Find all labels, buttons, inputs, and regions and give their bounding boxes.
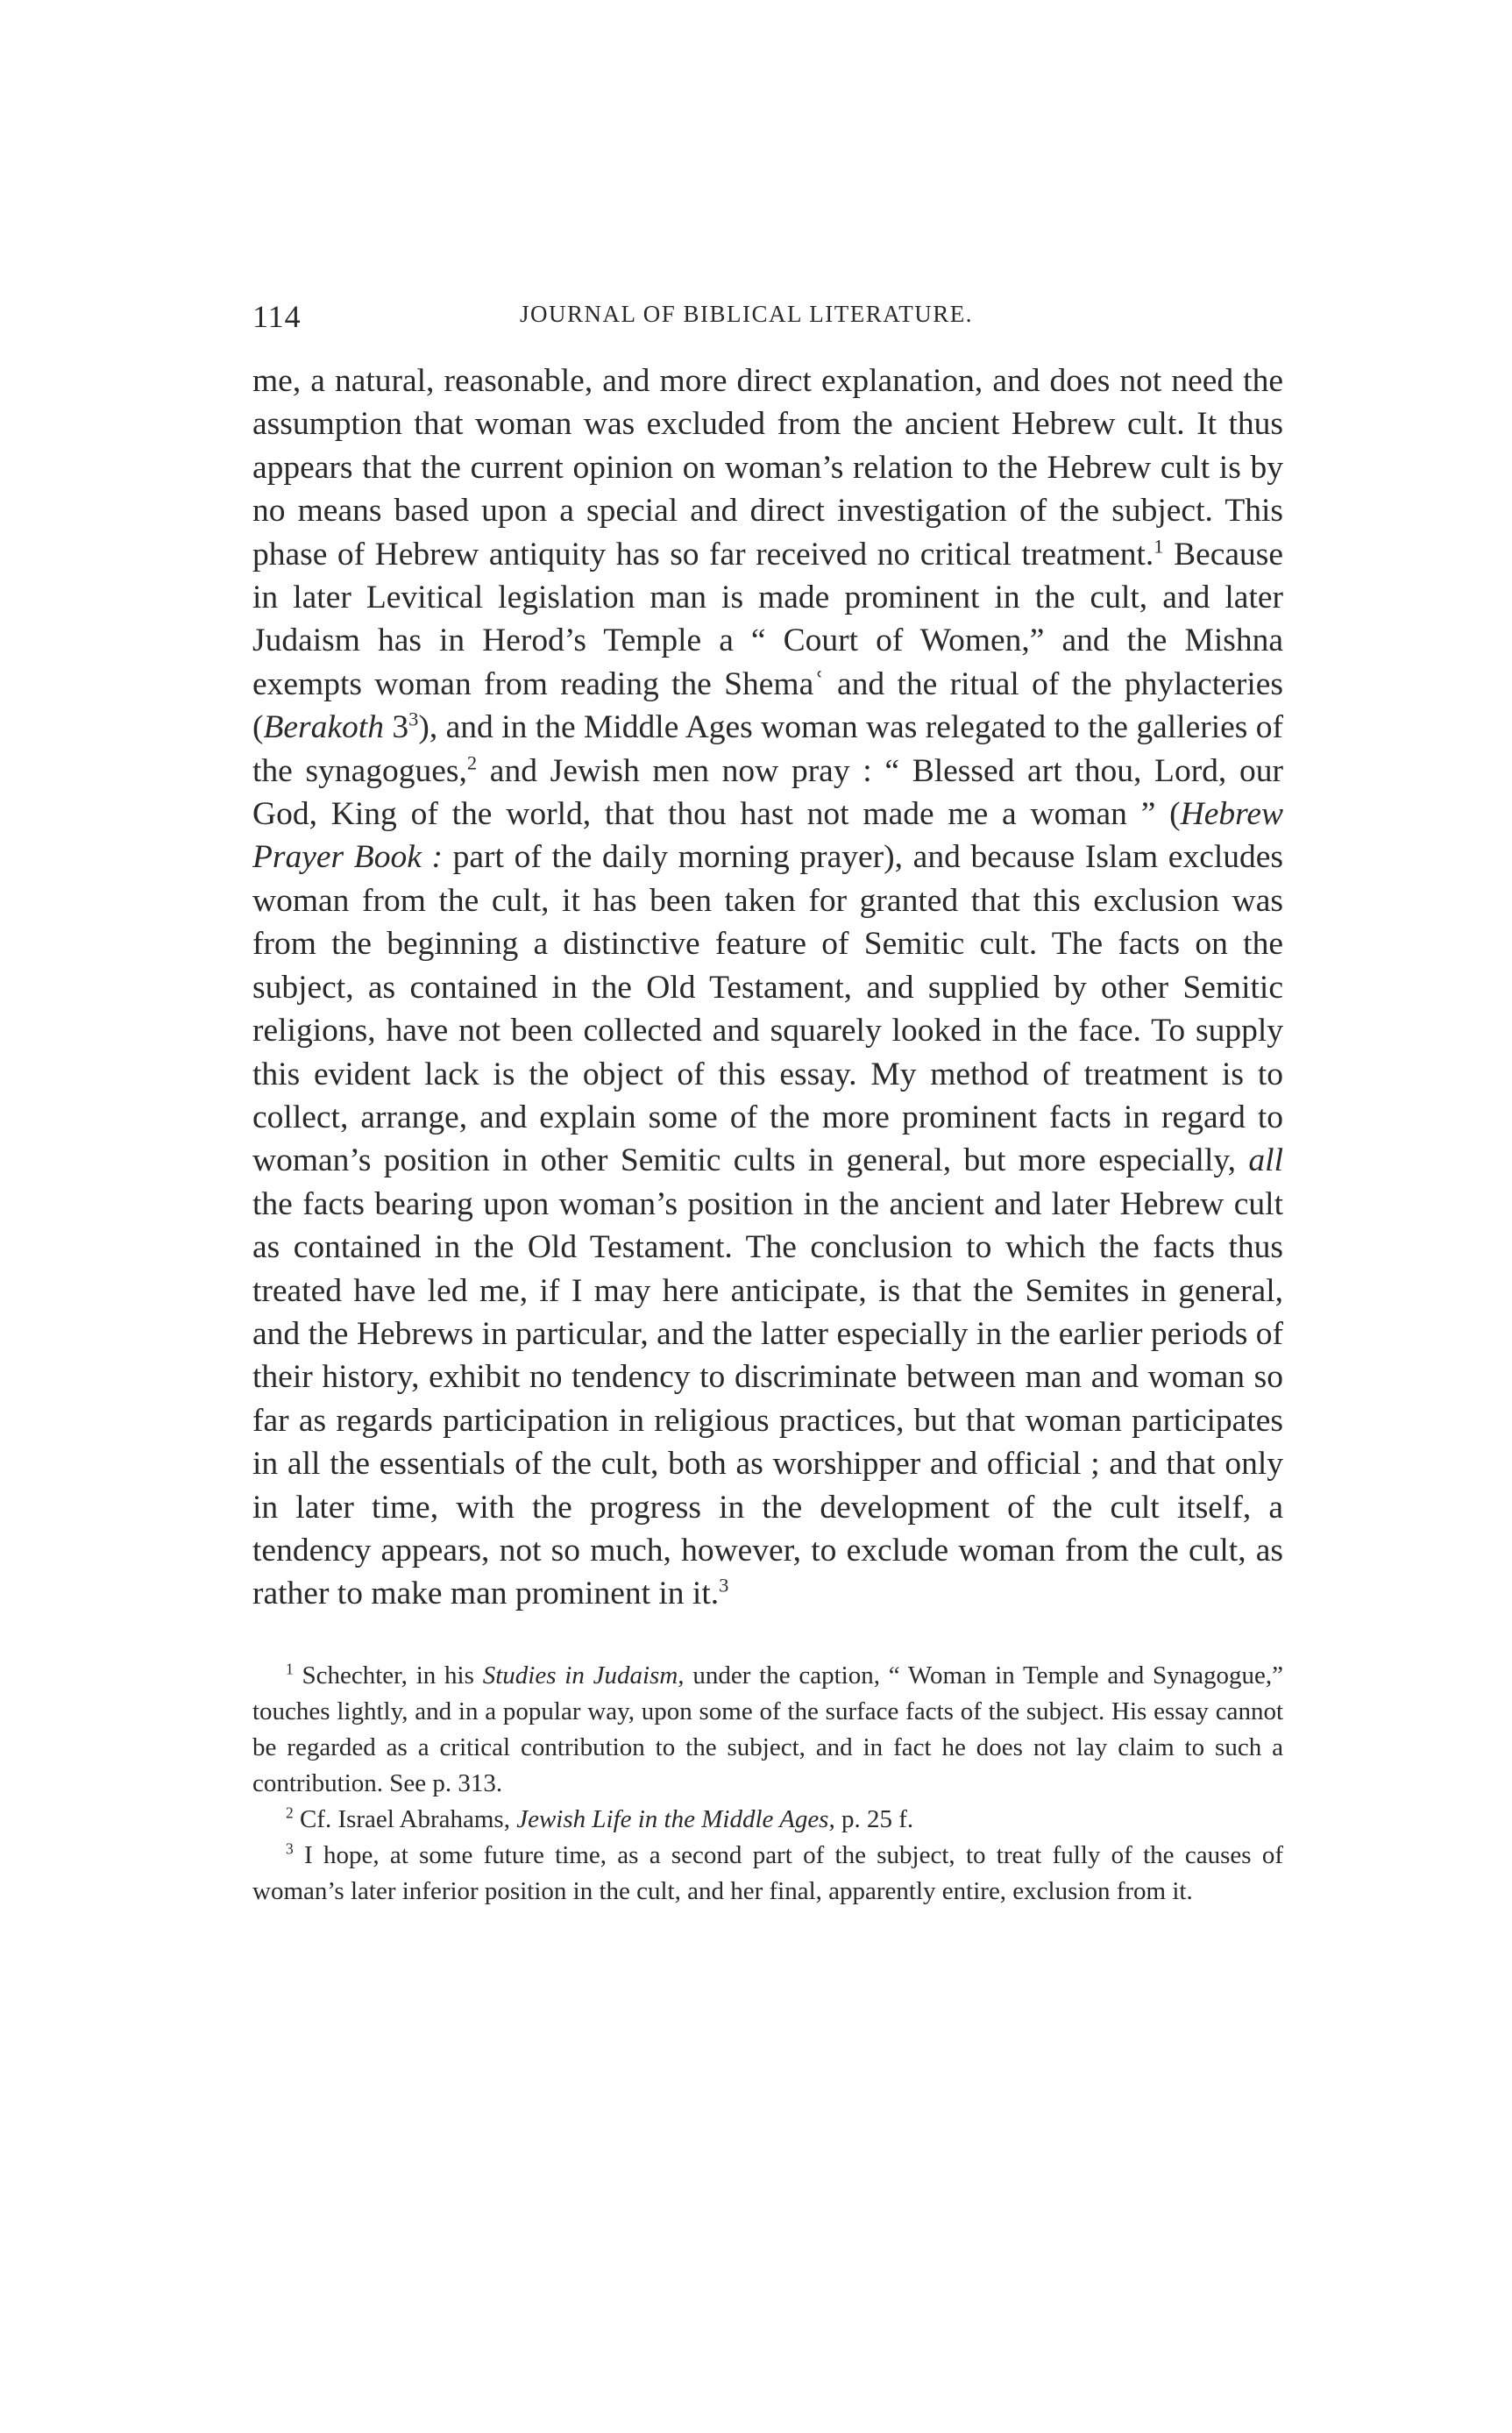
text-segment: Because in later Levitical legislation man is made prominent in the cult, and later Judaism has in Herod’s Temple a “ Court of Women,” and the Mishna exempts woman from reading the Shemaʿ and the ritual of the phylacteries (	[252, 536, 1283, 746]
footnote-1	[252, 1658, 1283, 1802]
italic-berakoth: Berakoth	[263, 709, 384, 746]
footnote-ref-1: 1	[1154, 535, 1164, 558]
text-segment: the facts bearing upon woman’s position in the ancient and later Hebrew cult as contained in the Old Testament. The conclusion to which the facts thus treated have led me, if I may here anticipate, is that the Semites in general, and the Hebrews in particular, and the latter especially in the earlier periods of their history, exhibit no tendency to discriminate between man and woman so far as regards participation in religious practices, but that woman participates in all the essentials of the cult, both as worshipper and official ; and that only in later time, with the progress in the development of the cult itself, a tendency appears, not so much, however, to exclude woman from the cult, as rather to make man prominent in it.	[252, 1185, 1283, 1612]
footnote-italic: Studies in Judaism,	[482, 1661, 685, 1690]
italic-all: all	[1248, 1142, 1283, 1179]
footnote-ref-3: 3	[719, 1574, 729, 1597]
footnote-text: Schechter, in his	[293, 1661, 483, 1690]
footnote-text: p. 25 f.	[834, 1804, 914, 1833]
footnotes	[252, 1658, 1283, 1910]
journal-page	[252, 298, 1283, 1910]
main-paragraph	[252, 359, 1283, 1616]
text-segment: and Jewish men now pray : “ Blessed art thou, Lord, our God, King of the world, that thou hast not made me a woman ” (	[252, 752, 1283, 833]
chapter-superscript: 3	[408, 708, 419, 730]
footnote-marker: 1	[286, 1660, 294, 1678]
footnote-italic: Jewish Life in the Middle Ages,	[516, 1804, 835, 1833]
footnote-text: Cf. Israel Abrahams,	[293, 1804, 517, 1833]
footnote-text: I hope, at some future time, as a second part of the subject, to treat fully of the causes of woman’s later inferior position in the cult, and her final, apparently entire, exclusion from it.	[252, 1840, 1283, 1905]
text-segment: me, a natural, reasonable, and more direct explanation, and does not need the assumption that woman was excluded from the ancient Hebrew cult. It thus appears that the current opinion on woman’s relation to the Hebrew cult is by no means based upon a special and direct investigation of the subject. This phase of Hebrew antiquity has so far received no critical treatment.	[252, 363, 1283, 573]
footnote-ref-2: 2	[466, 751, 478, 774]
text-segment: 3	[383, 709, 409, 746]
body-text	[252, 359, 1283, 1616]
text-segment: ), and in the Middle Ages woman was relegated to the galleries of the synagogues,	[252, 709, 1284, 789]
footnote-marker: 2	[286, 1803, 294, 1822]
footnote-text: under the caption, “ Woman in Temple and Synagogue,” touches lightly, and in a popular way, upon some of the surface facts of the subject. His essay cannot be regarded as a critical contribution to the subject, and in fact he does not lay claim to such a contribution. See p. 313.	[252, 1661, 1283, 1797]
running-header	[252, 298, 1283, 351]
footnote-marker: 3	[286, 1839, 294, 1858]
page-number: 114	[252, 299, 302, 334]
footnote-3	[252, 1838, 1283, 1910]
journal-title: JOURNAL OF BIBLICAL LITERATURE.	[520, 301, 973, 327]
text-segment: part of the daily morning prayer), and because Islam excludes woman from the cult, it has been taken for granted that this exclusion was from the beginning a distinctive feature of Semitic cult. The facts on the subject, as contained in the Old Testament, and supplied by other Semitic religions, have not been collected and squarely looked in the face. To supply this evident lack is the object of this essay. My method of treatment is to collect, arrange, and explain some of the more prominent facts in regard to woman’s position in other Semitic cults in general, but more especially,	[252, 839, 1283, 1179]
italic-prayer-book: Hebrew Prayer Book :	[252, 796, 1283, 876]
footnote-2	[252, 1802, 1283, 1838]
